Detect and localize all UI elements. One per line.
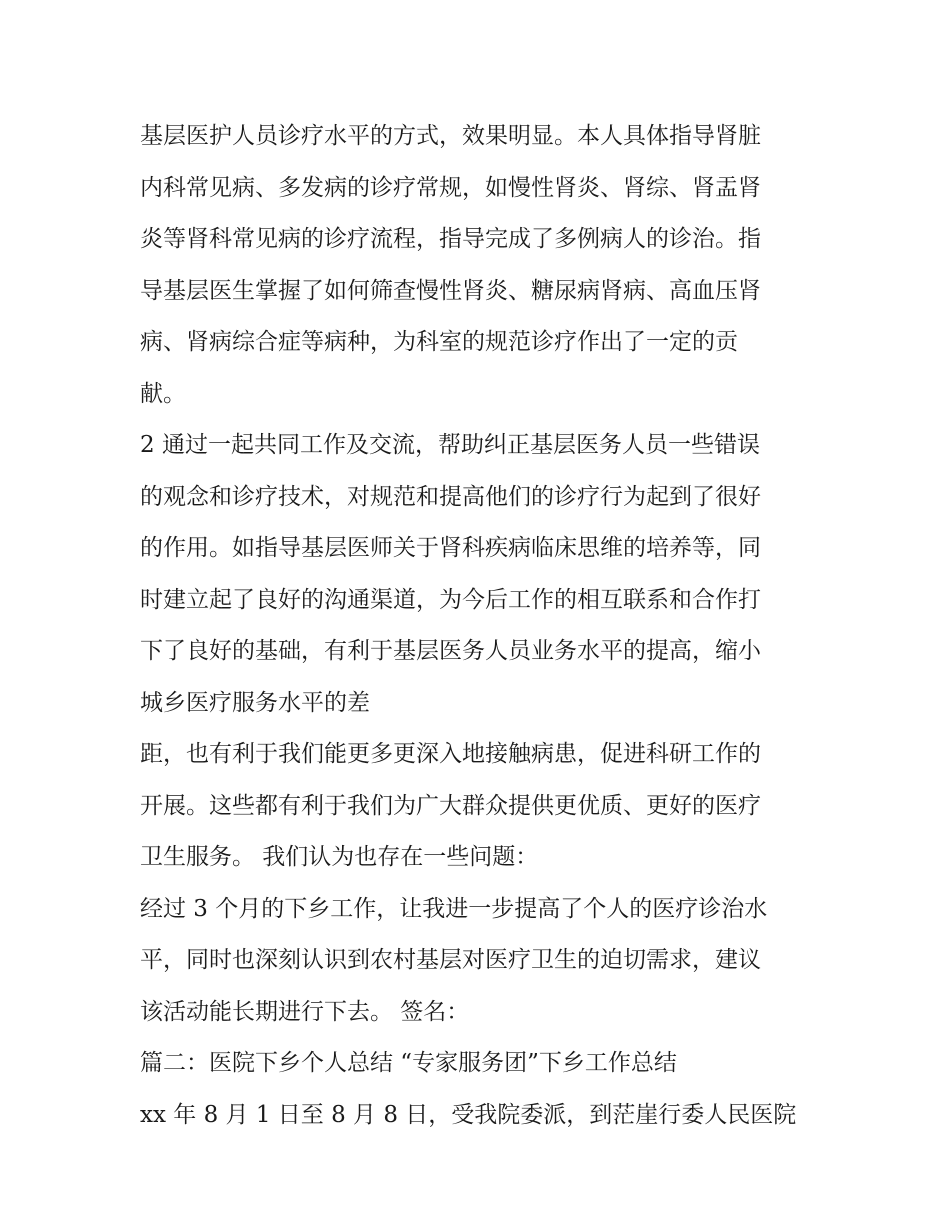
document-body: [140, 111, 820, 1141]
text-line: 2 通过一起共同工作及交流，帮助纠正基层医务人员一些错误: [140, 432, 760, 458]
text-line: 炎等肾科常见病的诊疗流程，指导完成了多例病人的诊治。指: [140, 226, 761, 252]
text-line: 献。: [140, 380, 186, 407]
text-line: 城乡医疗服务水平的差: [140, 689, 370, 716]
text-line: 内科常见病、多发病的诊疗常规，如慢性肾炎、肾综、肾盂肾: [140, 174, 761, 201]
text-line: 导基层医生掌握了如何筛查慢性肾炎、糖尿病肾病、高血压肾: [140, 277, 761, 304]
text-line: 平，同时也深刻认识到农村基层对医疗卫生的迫切需求，建议: [140, 947, 761, 973]
text-line: 下了良好的基础，有利于基层医务人员业务水平的提高，缩小: [140, 638, 761, 664]
text-line: 开展。这些都有利于我们为广大群众提供更优质、更好的医疗: [140, 792, 761, 819]
text-line: 病、肾病综合症等病种，为科室的规范诊疗作出了一定的贡: [140, 329, 738, 355]
text-line: 该活动能长期进行下去。 签名：: [140, 998, 470, 1025]
text-line: 距，也有利于我们能更多更深入地接触病患，促进科研工作的: [140, 741, 761, 767]
text-line: xx 年 8 月 1 日至 8 月 8 日，受我院委派，到茫崖行委人民医院: [140, 1101, 797, 1128]
text-line: 基层医护人员诊疗水平的方式，效果明显。本人具体指导肾脏: [140, 123, 761, 149]
text-line: 时建立起了良好的沟通渠道，为今后工作的相互联系和合作打: [140, 586, 761, 613]
section-heading: 篇二：医院下乡个人总结 “专家服务团”下乡工作总结: [140, 1050, 677, 1076]
text-line: 的作用。如指导基层医师关于肾科疾病临床思维的培养等，同: [140, 535, 761, 561]
text-line: 的观念和诊疗技术，对规范和提高他们的诊疗行为起到了很好: [140, 483, 761, 510]
text-line: 经过 3 个月的下乡工作，让我进一步提高了个人的医疗诊治水: [140, 895, 768, 922]
text-line: 卫生服务。 我们认为也存在一些问题：: [140, 844, 539, 870]
